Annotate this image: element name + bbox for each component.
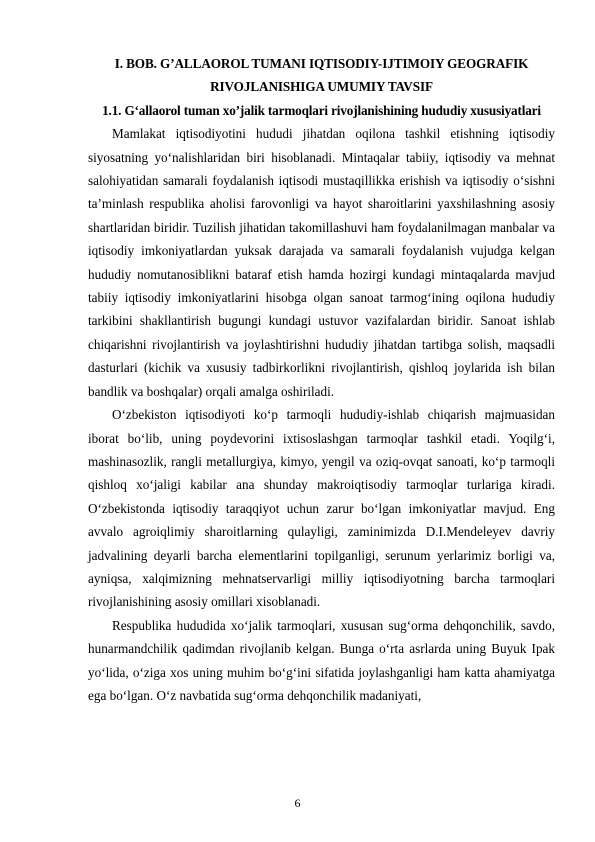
section-heading: 1.1. G‘allaorol tuman xo’jalik tarmoqlari rivojlanishining hududiy xususiyatlari — [102, 102, 541, 118]
paragraph-3: Respublika hududida xo‘jalik tarmoqlari, xususan sug‘orma dehqonchilik, savdo, hunarmandchilik qadimdan rivojlanib kelgan. Bunga o‘rta asrlarda uning Buyuk Ipak yo‘lida, o‘ziga xos uning muhim bo‘g‘ini sifatida joylashganligi ham katta ahamiyatga ega bo‘lgan. O‘z navbatida sug‘orma dehqonchilik madaniyati, — [88, 617, 555, 703]
chapter-heading: I. BOB. G’ALLAOROL TUMANI IQTISODIY-IJTIMOIY GEOGRAFIK RIVOJLANISHIGA UMUMIY TAVSIF — [114, 56, 529, 95]
page-number: 6 — [294, 796, 301, 810]
document-page — [88, 52, 555, 707]
paragraph-1: Mamlakat iqtisodiyotini hududi jihatdan oqilona tashkil etishning iqtisodiy siyosatning yo‘nalishlaridan biri hisoblanadi. Mintaqalar tabiiy, iqtisodiy va mehnat salohiyatidan samarali foydalanish iqtisodi mustaqillikka erishish va iqtisodiy o‘sishni ta’minlash respublika aholisi farovonligi va hayot sharoitlarini yaxshilashning asosiy shartlaridan biridir. Tuzilish jihatidan takomillashuvi ham foydalanilmagan manbalar va iqtisodiy imkoniyatlardan yuksak darajada va samarali foydalanish vujudga kelgan hududiy nomutanosiblikni bataraf etish hamda hozirgi kundagi mintaqalarda mavjud tabiiy iqtisodiy imkoniyatlarini hisobga olgan sanoat tarmog‘ining oqilona hududiy tarkibini shakllantirish bugungi kundagi ustuvor vazifalardan biridir. Sanoat ishlab chiqarishni rivojlantirish va joylashtirishni hududiy jihatdan tartibga solish, maqsadli dasturlari (kichik va xususiy tadbirkorlikni rivojlantirish, qishloq joylarida ish bilan bandlik va boshqalar) orqali amalga oshiriladi. — [88, 126, 555, 399]
paragraph-2: O‘zbekiston iqtisodiyoti ko‘p tarmoqli hududiy-ishlab chiqarish majmuasidan iborat bo‘lib, uning poydevorini ixtisoslashgan tarmoqlar tashkil etadi. Yoqilg‘i, mashinasozlik, rangli metallurgiya, kimyo, yengil va oziq-ovqat sanoati, ko‘p tarmoqli qishloq xo‘jaligi kabilar ana shunday makroiqtisodiy tarmoqlar turlariga kiradi. O‘zbekistonda iqtisodiy taraqqiyot uchun zarur bo‘lgan imkoniyatlar mavjud. Eng avvalo agroiqlimiy sharoitlarning qulayligi, zaminimizda D.I.Mendeleyev davriy jadvalining deyarli barcha elementlarini topilganligi, serunum yerlarimiz borligi va, ayniqsa, xalqimizning mehnatservarligi milliy iqtisodiyotning barcha tarmoqlari rivojlanishining asosiy omillari xisoblanadi. — [88, 407, 555, 610]
